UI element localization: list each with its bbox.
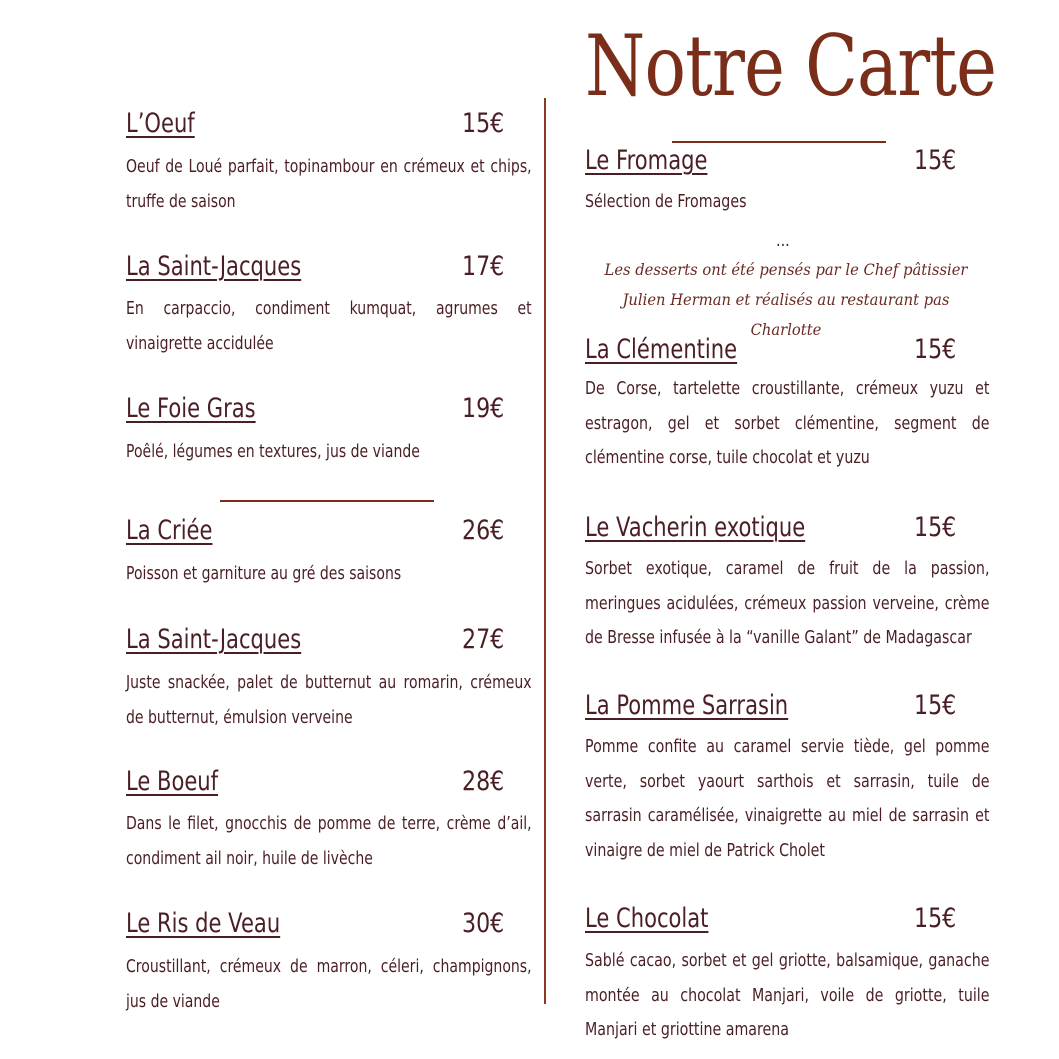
item-description: Sorbet exotique, caramel de fruit de la passion, meringues acidulées, crémeux passion verveine, crème de Bresse infusée à la “vanille Galant” de Madagascar (585, 558, 990, 648)
item-description: Juste snackée, palet de butternut au romarin, crémeux de butternut, émulsion verveine (126, 672, 532, 728)
item-description: Dans le filet, gnocchis de pomme de terre, crème d’ail, condiment ail noir, huile de livèche (126, 813, 532, 869)
item-price: 26€ (462, 515, 505, 546)
item-description: Croustillant, crémeux de marron, céleri, champignons, jus de viande (126, 956, 532, 1012)
item-name: Le Ris de Veau (126, 908, 281, 939)
item-description: Pomme confite au caramel servie tiède, gel pomme verte, sorbet yaourt sarthois et sarrasin, tuile de sarrasin caramélisée, vinaigrette au miel de sarrasin et vinaigre de miel de Patrick Cholet (585, 736, 990, 861)
item-price: 28€ (462, 766, 505, 797)
item-description: Poêlé, légumes en textures, jus de viande (126, 441, 420, 462)
item-name: Le Vacherin exotique (585, 512, 806, 543)
item-price: 15€ (914, 690, 957, 721)
item-name: La Pomme Sarrasin (585, 690, 789, 721)
item-name: Le Foie Gras (126, 393, 256, 424)
section-divider (220, 500, 434, 502)
item-name: La Saint-Jacques (126, 251, 302, 282)
separator-ellipsis: ... (776, 230, 790, 251)
item-price: 15€ (914, 334, 957, 365)
column-divider (544, 98, 546, 1004)
item-description: De Corse, tartelette croustillante, crémeux yuzu et estragon, gel et sorbet clémentine, segment de clémentine corse, tuile chocolat et yuzu (585, 378, 990, 468)
item-price: 17€ (462, 251, 505, 282)
item-name: La Criée (126, 515, 213, 546)
dessert-note (584, 255, 988, 345)
item-description: Sélection de Fromages (585, 191, 747, 212)
item-name: Le Chocolat (585, 903, 709, 934)
item-description: Oeuf de Loué parfait, topinambour en crémeux et chips, truffe de saison (126, 156, 532, 212)
item-price: 15€ (914, 903, 957, 934)
item-price: 15€ (914, 145, 957, 176)
item-price: 30€ (462, 908, 505, 939)
item-price: 15€ (462, 108, 505, 139)
item-price: 15€ (914, 512, 957, 543)
item-description: En carpaccio, condiment kumquat, agrumes et vinaigrette accidulée (126, 298, 532, 354)
item-name: Le Boeuf (126, 766, 219, 797)
item-description: Sablé cacao, sorbet et gel griotte, balsamique, ganache montée au chocolat Manjari, voile de griotte, tuile Manjari et griottine amarena (585, 950, 990, 1040)
title-divider (672, 141, 886, 143)
page-title: Notre Carte (585, 17, 997, 115)
item-price: 19€ (462, 393, 505, 424)
item-name: Le Fromage (585, 145, 708, 176)
item-name: L’Oeuf (126, 108, 195, 139)
item-price: 27€ (462, 624, 505, 655)
item-name: La Saint-Jacques (126, 624, 302, 655)
item-description: Poisson et garniture au gré des saisons (126, 563, 402, 584)
dessert-note-text: Les desserts ont été pensés par le Chef pâtissier Julien Herman et réalisés au restaurant pas Charlotte (604, 260, 968, 339)
item-name: La Clémentine (585, 334, 738, 365)
